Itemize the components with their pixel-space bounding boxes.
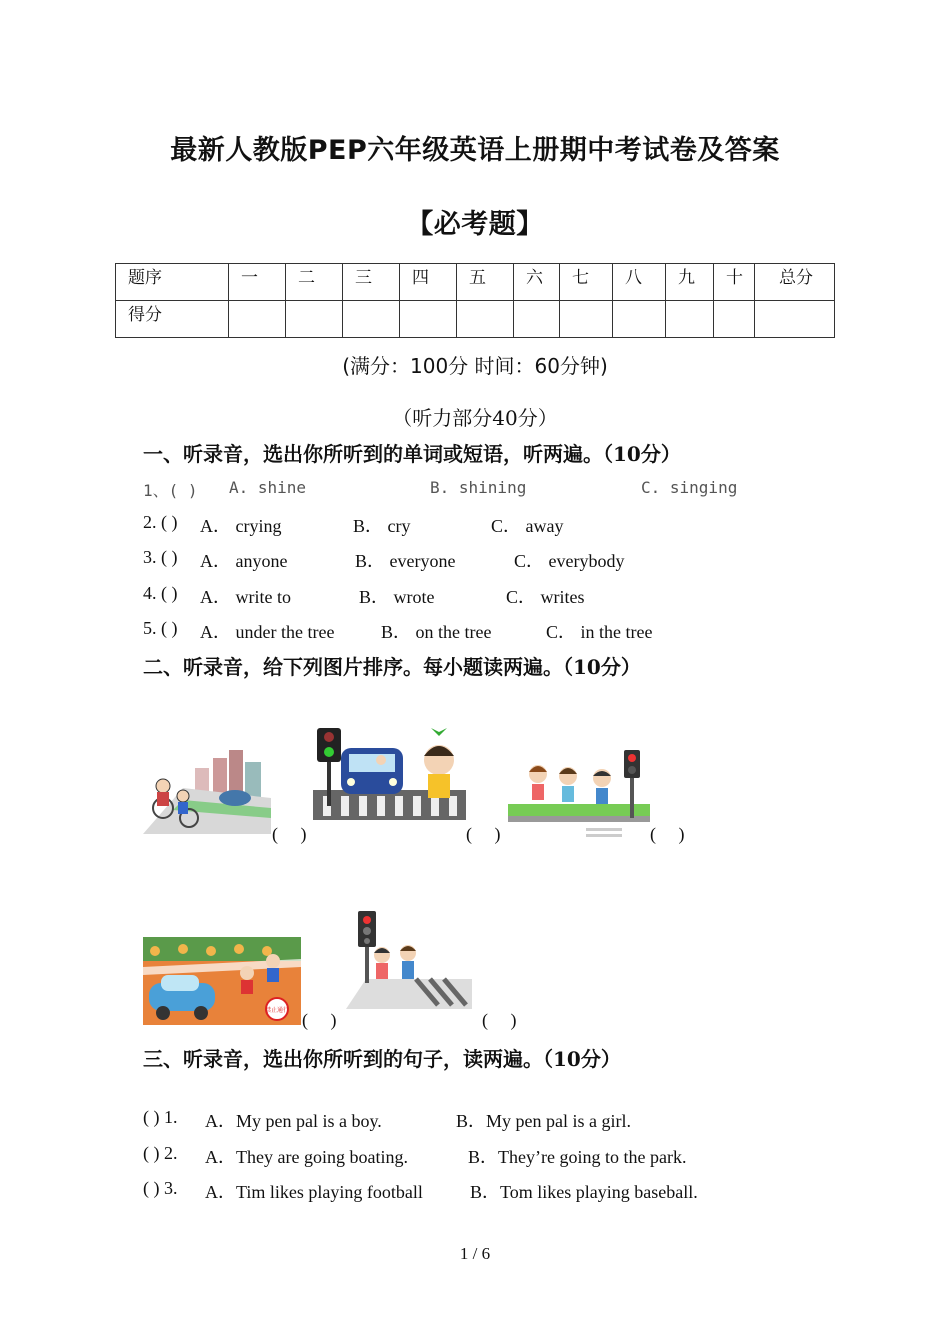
score-input-cell[interactable] (343, 301, 400, 338)
option-a: A． anyone (200, 551, 288, 571)
table-cell: 四 (400, 264, 457, 301)
option-a: A．Tim likes playing football (205, 1182, 423, 1202)
option-b: B. shining (430, 478, 527, 497)
option-c: C. singing (641, 478, 738, 497)
car-children-sign-picture (143, 937, 301, 1025)
option-a: A． under the tree (200, 622, 335, 642)
score-input-cell[interactable] (755, 301, 835, 338)
score-input-cell[interactable] (229, 301, 286, 338)
section-3-heading: 三、听录音，选出你所听到的句子，读两遍。（10分） (143, 1047, 621, 1071)
table-cell: 得分 (116, 301, 229, 338)
street-cyclists-picture (143, 748, 271, 834)
option-a: A． write to (200, 587, 291, 607)
option-a: A． crying (200, 516, 282, 536)
option-a: A．They are going boating. (205, 1147, 408, 1167)
question-number[interactable]: 2. ( ) (143, 512, 178, 532)
option-b: B．They’re going to the park. (468, 1147, 687, 1167)
table-cell: 一 (229, 264, 286, 301)
score-table (115, 263, 835, 338)
question-number[interactable]: ( ) 1. (143, 1107, 178, 1127)
table-cell: 七 (560, 264, 613, 301)
score-input-cell[interactable] (714, 301, 755, 338)
page-number: 1 / 6 (459, 1244, 491, 1263)
question-number[interactable]: ( ) 2. (143, 1143, 178, 1163)
answer-blank[interactable]: ( ) (482, 1010, 517, 1030)
page-subtitle: 【必考题】 (406, 209, 544, 240)
section-1-heading: 一、听录音，选出你所听到的单词或短语，听两遍。（10分） (143, 442, 681, 466)
answer-blank[interactable]: ( ) (466, 824, 501, 844)
option-b: B． everyone (355, 551, 456, 571)
car-traffic-light-picture (313, 726, 466, 820)
table-cell: 五 (457, 264, 514, 301)
option-c: C． writes (506, 587, 585, 607)
option-b: B．Tom likes playing baseball. (470, 1182, 698, 1202)
option-b: B． on the tree (381, 622, 492, 642)
option-b: B．My pen pal is a girl. (456, 1111, 631, 1131)
score-input-cell[interactable] (400, 301, 457, 338)
table-cell: 二 (286, 264, 343, 301)
option-c: C． in the tree (546, 622, 653, 642)
question-number[interactable]: 3. ( ) (143, 547, 178, 567)
exam-meta: (满分：100分 时间：60分钟) (342, 354, 608, 378)
score-input-cell[interactable] (286, 301, 343, 338)
score-input-cell[interactable] (514, 301, 560, 338)
option-a: A．My pen pal is a boy. (205, 1111, 382, 1131)
score-input-cell[interactable] (560, 301, 613, 338)
question-number[interactable]: 5. ( ) (143, 618, 178, 638)
prohibition-sign-text: 禁止通行 (264, 1007, 290, 1014)
answer-blank[interactable]: ( ) (650, 824, 685, 844)
page-title: 最新人教版PEP六年级英语上册期中考试卷及答案 (170, 135, 780, 166)
crosswalk-children-picture (346, 909, 472, 1009)
question-number[interactable]: 4. ( ) (143, 583, 178, 603)
question-number[interactable]: 1、( ) (143, 481, 198, 500)
score-input-cell[interactable] (666, 301, 714, 338)
option-c: C． everybody (514, 551, 625, 571)
listening-header: （听力部分40分） (392, 406, 558, 430)
score-input-cell[interactable] (613, 301, 666, 338)
table-cell: 九 (666, 264, 714, 301)
table-cell: 三 (343, 264, 400, 301)
question-number[interactable]: ( ) 3. (143, 1178, 178, 1198)
option-c: C． away (491, 516, 564, 536)
option-a: A. shine (229, 478, 307, 497)
score-input-cell[interactable] (457, 301, 514, 338)
answer-blank[interactable]: ( ) (302, 1010, 337, 1030)
score-table-score-row (116, 301, 835, 338)
table-cell: 八 (613, 264, 666, 301)
section-2-heading: 二、听录音，给下列图片排序。每小题读两遍。（10分） (143, 655, 641, 679)
answer-blank[interactable]: ( ) (272, 824, 307, 844)
table-cell: 总分 (755, 264, 835, 301)
score-table-header-row (116, 264, 835, 301)
table-cell: 十 (714, 264, 755, 301)
children-crossing-picture (508, 748, 650, 838)
option-b: B． wrote (359, 587, 435, 607)
table-cell: 题序 (116, 264, 229, 301)
option-b: B． cry (353, 516, 411, 536)
table-cell: 六 (514, 264, 560, 301)
